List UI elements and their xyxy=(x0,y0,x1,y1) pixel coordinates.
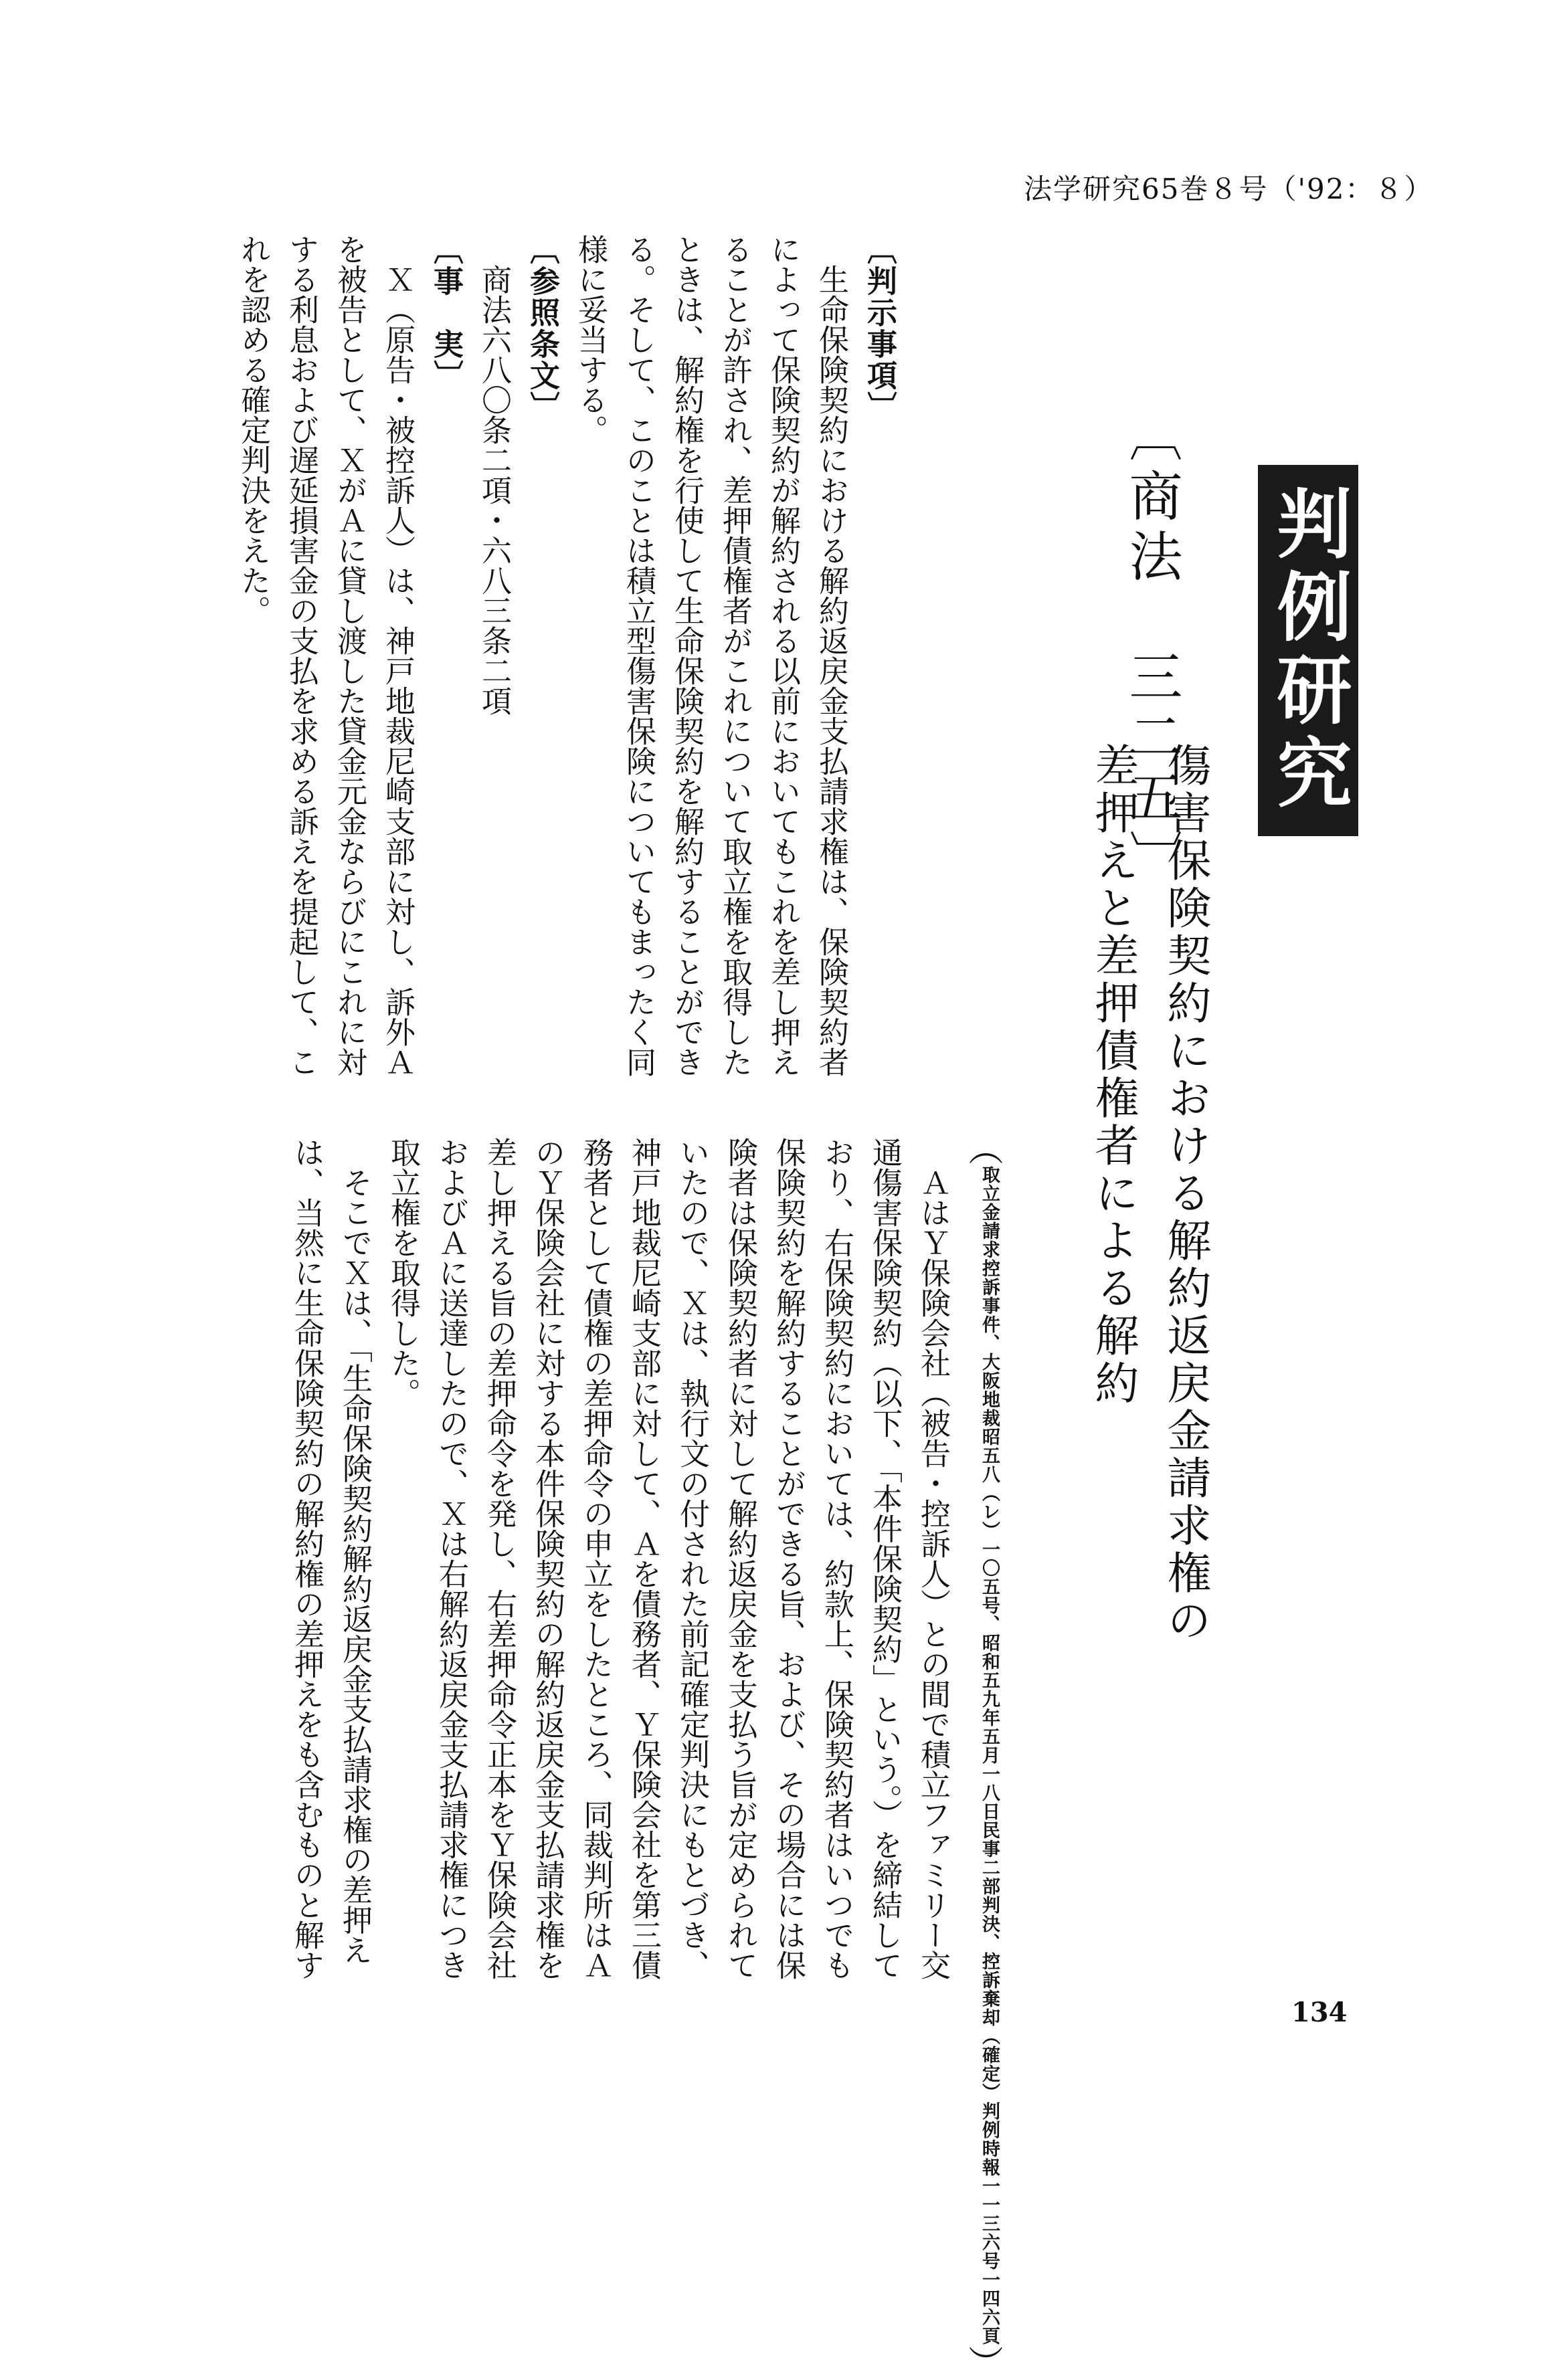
case-number: 〔商法 三二五〕 xyxy=(1120,408,1182,890)
section-badge: 判例研究 xyxy=(1258,465,1358,836)
citation-close-paren: ） xyxy=(962,2345,1002,2380)
citation-line3: 判例時報一一三六号一四六頁 xyxy=(979,2102,1000,2345)
case-citation xyxy=(962,1130,1002,2380)
citation-open-paren: （ xyxy=(962,1130,1002,1165)
journal-header: 法学研究65巻８号（'92：８） xyxy=(1024,173,1434,205)
facts-paragraph-1: ＡはＹ保険会社（被告・控訴人）との間で積立ファミリー交通傷害保険契約（以下、「本件保険契約」という。）を締結しており、右保険契約においては、約款上、保険契約者はいつでも保険契約を解約することができる旨、および、その場合には保険者は保険契約者に対して解約返戻金を支払う旨が定められていたので、Ｘは、執行文の付された前記確定判決にもとづき、神戸地裁尼崎支部に対して、Ａを債務者、Ｙ保険会社を第三債務者として債権の差押命令の申立をしたところ、同裁判所はＡのＹ保険会社に対する本件保険契約の解約返戻金支払請求権を差し押える旨の差押命令を発し、右差押命令正本をＹ保険会社およびＡに送達したので、Ｘは右解約返戻金支払請求権につき取立権を取得した。 xyxy=(385,1137,951,1980)
sansho-heading: 〔参照条文〕 xyxy=(525,234,560,423)
case-title-line1: 傷害保険契約における解約返戻金請求権の xyxy=(1160,742,1211,1645)
sansho-body: 商法六八〇条二項・六八三条二項 xyxy=(476,264,512,716)
jijitsu-heading: 〔事 実〕 xyxy=(428,234,464,391)
citation-line2: 昭和五九年五月一八日民事二部判決、控訴棄却（確定） xyxy=(979,1633,1000,2102)
facts-paragraph-2: そこでＸは、「生命保険契約解約返戻金支払請求権の差押えは、当然に生命保険契約の解約権の差押えをも含むものと解す xyxy=(289,1137,373,1980)
facts-continued xyxy=(194,1137,957,1980)
page-number: 134 xyxy=(1291,1997,1348,2028)
hanji-body: 生命保険契約における解約返戻金支払請求権は、保険契約者によって保険契約が解約される以前においてもこれを差し押えることが許され、差押債権者がこれについて取立権を取得したときは、解約権を行使して生命保険契約を解約することができる。そして、このことは積立型傷害保険についてもまったく同様に妥当する。 xyxy=(573,234,849,1077)
hanji-heading: 〔判示事項〕 xyxy=(862,234,897,423)
jijitsu-body: Ｘ（原告・被控訴人）は、神戸地裁尼崎支部に対し、訴外Ａを被告として、ＸがＡに貸し渡した貸金元金ならびにこれに対する利息および遅延損害金の支払を求める訴えを提起して、これを認める確定判決をえた。 xyxy=(236,234,416,1077)
case-title-line2: 差押えと差押債権者による解約 xyxy=(1087,742,1139,1407)
case-summary-column xyxy=(201,234,903,1084)
citation-line1: 取立金請求控訴事件、大阪地裁昭五八（レ）一〇五号、 xyxy=(979,1165,1000,1633)
